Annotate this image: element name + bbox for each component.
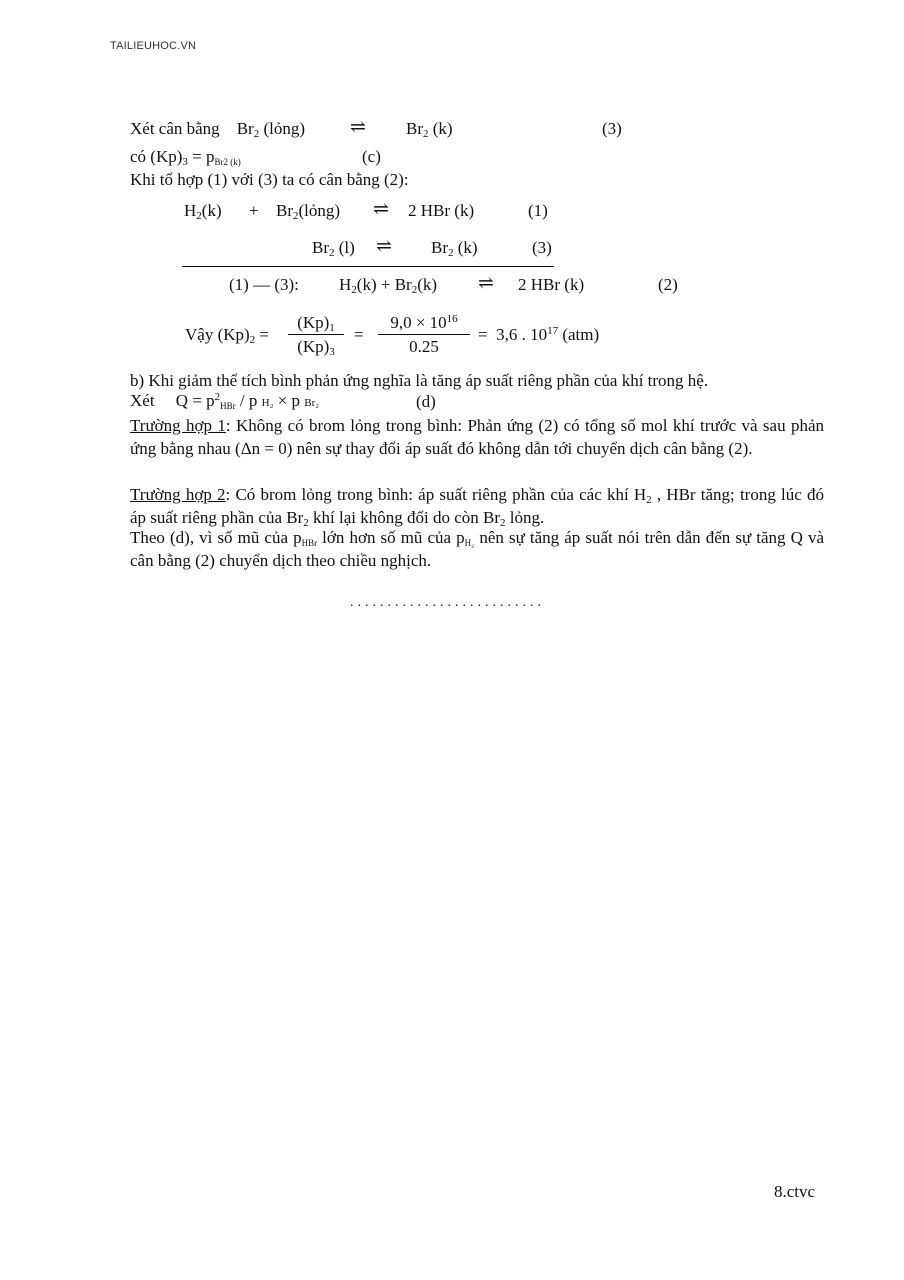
kp3-line: có $(Kp)_3 = p_{Br2 (k)}$: [130, 147, 241, 168]
equilibrium-arrow: ⇌: [376, 236, 392, 257]
combine-text: Khi tổ hợp (1) với (3) ta có cân bằng (2):: [130, 170, 409, 189]
equation-number: (3): [532, 238, 552, 257]
result-text: = 3,6 . $10^{17}$ (atm): [478, 325, 600, 344]
equilibrium-3-line: Xét cân bằng $Br_2$ (lỏng): [130, 119, 305, 140]
equilibrium-arrow: ⇌: [373, 199, 389, 220]
product-br2: $Br_2$ (k): [431, 238, 478, 259]
lead-text: Xét cân bằng: [130, 119, 220, 138]
page-number: 8.ctvc: [774, 1182, 816, 1201]
numerator: $9,0 \times 10^{16}$: [390, 313, 458, 332]
reaction-3: $Br_2$ (l): [312, 238, 355, 259]
case-2-title: Trường hợp 2: [130, 485, 226, 504]
part-b-paragraph: b) Khi giảm thể tích bình phản ứng nghĩa là tăng áp suất riêng phần của khí trong hệ.: [130, 371, 709, 390]
denominator: $(Kp)_3$: [297, 337, 335, 358]
reaction-2: $H_2(k) + Br_2(k)$: [339, 275, 438, 296]
equation-label-c: (c): [362, 147, 381, 166]
equilibrium-arrow: ⇌: [350, 117, 366, 138]
fraction-value: [378, 313, 470, 357]
numerator: $(Kp)_1$: [297, 313, 335, 334]
product-hbr: 2 HBr (k): [408, 201, 475, 220]
subtraction-rule: [182, 266, 554, 267]
case-1-title: Trường hợp 1: [130, 416, 226, 435]
conclusion-paragraph: Theo (d), vì số mũ của $p_{HBr}$ lớn hơn số mũ của $p_{H_2}$ nên sự tăng áp suất nói trên dẫn đến sự tăng Q và cân bằng (2) chuyển dịch theo chiều nghịch.: [130, 528, 824, 570]
fraction-bar: [288, 334, 344, 335]
reaction-1: $H_2(k)$: [184, 201, 222, 222]
plus-sign: +: [249, 201, 259, 220]
fraction-bar: [378, 334, 470, 335]
equals-sign: =: [354, 325, 364, 344]
q-expression: Xét $Q = p^2_{HBr} / p$ H₂ × p Br₂: [130, 391, 320, 411]
case-2-paragraph: Trường hợp 2: Có brom lỏng trong bình: áp suất riêng phần của các khí $H_2$ , HBr tăng; trong lúc đó áp suất riêng phần của $Br_2$ khí lại không đổi do còn $Br_2$ lỏng.: [130, 485, 824, 529]
site-header: TAILIEUHOC.VN: [110, 40, 197, 52]
equation-number: (1): [528, 201, 548, 220]
fraction-kp1-kp3: [288, 313, 344, 357]
equation-number: (2): [658, 275, 678, 294]
case-1-paragraph: Trường hợp 1: Không có brom lỏng trong bình: Phản ứng (2) có tổng số mol khí trước và sau phản ứng bằng nhau (Δn = 0) nên sự thay đổi áp suất đó không dẫn tới chuyển dịch cân bằng (2).: [130, 416, 824, 458]
product-text: $Br_2$ (k): [406, 119, 453, 140]
kp2-lead: Vậy $(Kp)_2$ =: [185, 325, 270, 346]
denominator: 0.25: [409, 337, 439, 356]
equation-number: (3): [602, 119, 622, 138]
reaction-2-label: (1) — (3):: [229, 275, 299, 294]
equation-label-d: (d): [416, 392, 436, 411]
product-hbr: 2 HBr (k): [518, 275, 585, 294]
equilibrium-arrow: ⇌: [478, 273, 494, 294]
section-separator: ..........................: [350, 595, 545, 610]
reactant-br2: $Br_2(lỏng)$: [276, 201, 341, 222]
